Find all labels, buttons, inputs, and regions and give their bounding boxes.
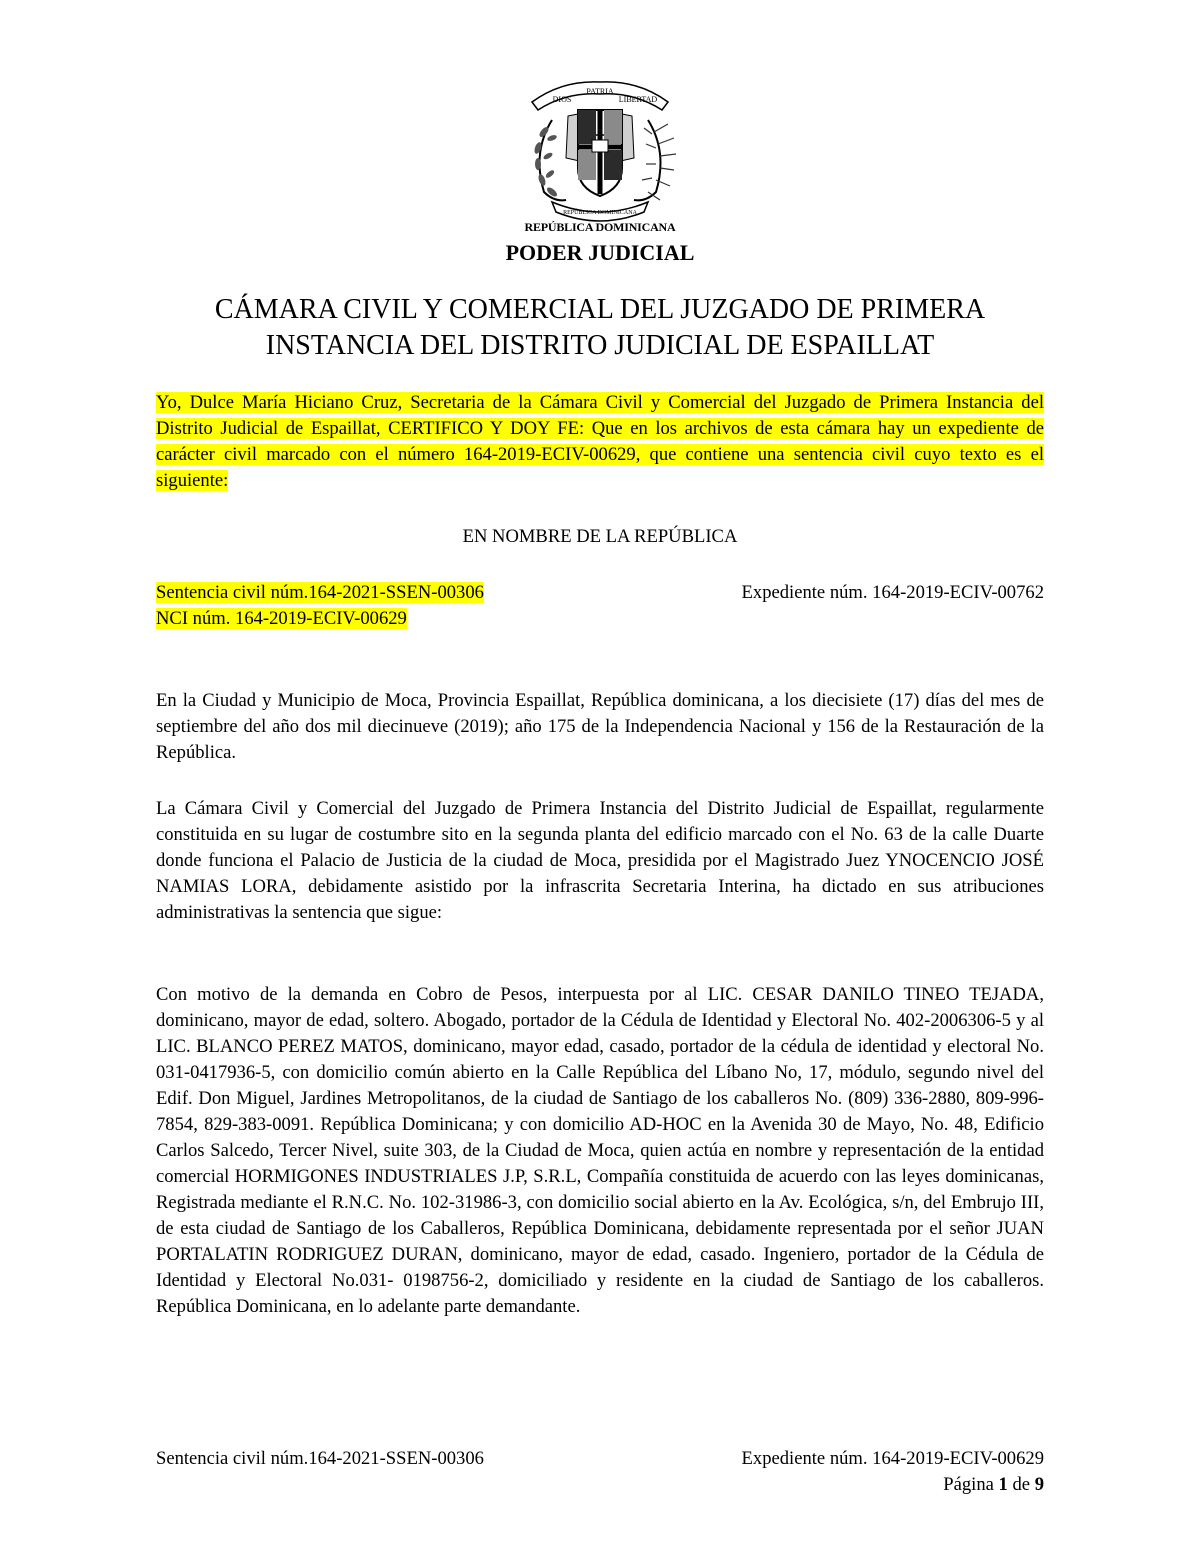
certification-paragraph (156, 390, 1044, 494)
page-word: Página (943, 1474, 994, 1495)
page-total: 9 (1034, 1474, 1044, 1495)
file-reference: Expediente núm. 164-2019-ECIV-00762 (741, 582, 1044, 603)
court-title-line-1: CÁMARA CIVIL Y COMERCIAL DEL JUZGADO DE PRIMERA (214, 294, 986, 325)
sentence-reference (156, 580, 484, 606)
seal-ribbon-word-3: LIBERTAD (618, 95, 658, 104)
organization-name: PODER JUDICIAL (505, 240, 695, 265)
paragraph-court-composition: La Cámara Civil y Comercial del Juzgado de Primera Instancia del Distrito Judicial de Espaillat, regularmente constituida en su lugar de costumbre sito en la segunda planta del edificio marcado con el No. 63 de la calle Duarte donde funciona el Palacio de Justicia de la ciudad de Moca, presidida por el Magistrado Juez YNOCENCIO JOSÉ NAMIAS LORA, debidamente asistido por la infrascrita Secretaria Interina, ha dictado en sus atribuciones administrativas la sentencia que sigue: (156, 798, 1044, 923)
republic-heading: EN NOMBRE DE LA REPÚBLICA (462, 526, 738, 547)
page-current: 1 (998, 1474, 1008, 1495)
footer-file: Expediente núm. 164-2019-ECIV-00629 (741, 1448, 1044, 1469)
seal-ribbon-bottom: REPÚBLICA DOMINICANA (563, 210, 637, 216)
page-of: de (1012, 1474, 1031, 1495)
coat-of-arms-icon (522, 72, 678, 222)
certification-text: Yo, Dulce María Hiciano Cruz, Secretaria de la Cámara Civil y Comercial del Juzgado de Primera Instancia del Distrito Judicial de Espaillat, CERTIFICO Y DOY FE: Que en los archivos de esta cámara hay un expediente de carácter civil marcado con el número 164-2019-ECIV-00629, que contiene una sentencia civil cuyo texto es el siguiente: (156, 392, 1044, 491)
sentence-number: Sentencia civil núm.164-2021-SSEN-00306 (156, 582, 484, 603)
seal-caption: REPÚBLICA DOMINICANA (524, 220, 676, 234)
seal-ribbon-word-2: PATRIA (586, 87, 614, 96)
court-title (140, 292, 1060, 364)
nci-number: NCI núm. 164-2019-ECIV-00629 (156, 608, 407, 629)
footer-sentence: Sentencia civil núm.164-2021-SSEN-00306 (156, 1448, 484, 1469)
paragraph-claim-parties: Con motivo de la demanda en Cobro de Pesos, interpuesta por al LIC. CESAR DANILO TINEO TEJADA, dominicano, mayor de edad, soltero. Abogado, portador de la Cédula de Identidad y Electoral No. 402-2006306-5 y al LIC. BLANCO PEREZ MATOS, dominicano, mayor edad, casado, portador de la cédula de identidad y electoral No. 031-0417936-5, con domicilio común abierto en la Calle República del Líbano No, 17, módulo, segundo nivel del Edif. Don Miguel, Jardines Metropolitanos, de la ciudad de Santiago de los caballeros No. (809) 336-2880, 809-996-7854, 829-383-0091. República Dominicana; y con domicilio AD-HOC en la Avenida 30 de Mayo, No. 48, Edificio Carlos Salcedo, Tercer Nivel, suite 303, de la Ciudad de Moca, quien actúa en nombre y representación de la entidad comercial HORMIGONES INDUSTRIALES J.P, S.R.L, Compañía constituida de acuerdo con las leyes dominicanas, Registrada mediante el R.N.C. No. 102-31986-3, con domicilio social abierto en la Av. Ecológica, s/n, del Embrujo III, de esta ciudad de Santiago de los Caballeros, República Dominicana, debidamente representada por el señor JUAN PORTALATIN RODRIGUEZ DURAN, dominicano, mayor de edad, casado. Ingeniero, portador de la Cédula de Identidad y Electoral No.031- 0198756-2, domiciliado y residente en la ciudad de Santiago de los caballeros. República Dominicana, en lo adelante parte demandante. (156, 984, 1044, 1317)
nci-reference (156, 606, 407, 632)
court-title-line-2: INSTANCIA DEL DISTRITO JUDICIAL DE ESPAILLAT (265, 330, 935, 361)
paragraph-date-location: En la Ciudad y Municipio de Moca, Provincia Espaillat, República dominicana, a los diecisiete (17) días del mes de septiembre del año dos mil diecinueve (2019); año 175 de la Independencia Nacional y 156 de la Restauración de la República. (156, 690, 1044, 763)
page-number (943, 1474, 1044, 1496)
seal-ribbon-word-1: DIOS (552, 95, 572, 104)
